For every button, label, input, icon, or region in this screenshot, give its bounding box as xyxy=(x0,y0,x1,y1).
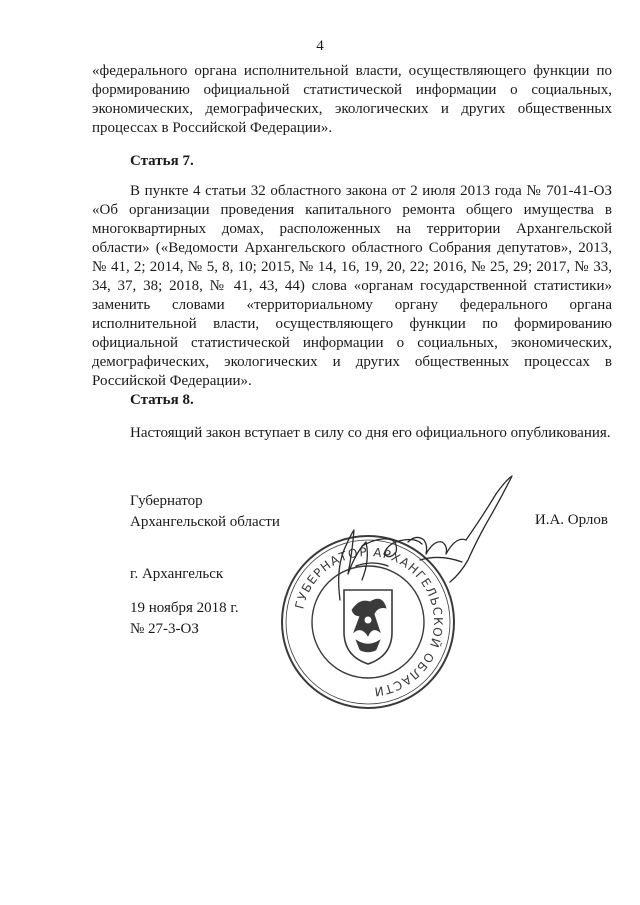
signer-position-line1: Губернатор xyxy=(130,493,203,509)
page-number: 4 xyxy=(316,38,324,54)
paragraph-continuation: «федерального органа исполнительной власти, осуществляющего функции по формированию официальной статистической информации о социальных, экономических, демографических, экологических и других общественных процессах в Российской Федерации». xyxy=(92,63,612,136)
date-block xyxy=(130,598,239,640)
signer-position-line2: Архангельской области xyxy=(130,514,280,530)
article-7-heading: Статья 7. xyxy=(130,153,194,169)
handwritten-signature xyxy=(300,470,530,610)
article-8-text: Настоящий закон вступает в силу со дня его официального опубликования. xyxy=(130,425,611,441)
signing-date: 19 ноября 2018 г. xyxy=(130,600,239,616)
signer-position xyxy=(130,491,280,533)
article-8-heading: Статья 8. xyxy=(130,392,194,408)
signer-name: И.А. Орлов xyxy=(534,512,608,528)
article-7-text: В пункте 4 статьи 32 областного закона от 2 июля 2013 года № 701-41-ОЗ «Об организации проведения капитального ремонта общего имущества в многоквартирных домах, расположенных на территории Архангельской области» («Ведомости Архангельского областного Собрания депутатов», 2013, № 41, 2; 2014, № 5, 8, 10; 2015, № 14, 16, 19, 20, 22; 2016, № 25, 29; 2017, № 33, 34, 37, 38; 2018, № 41, 43, 44) слова «органам государственной статистики» заменить словами «территориальному органу федерального органа исполнительной власти, осуществляющего функции по формированию официальной статистической информации о социальных, экономических, демографических, экологических и других общественных процессах в Российской Федерации». xyxy=(92,183,612,389)
seal-text: ГУБЕРНАТОР АРХАНГЕЛЬСКОЙ ОБЛАСТИ xyxy=(292,544,446,699)
signing-place: г. Архангельск xyxy=(130,566,224,582)
law-number: № 27-3-ОЗ xyxy=(130,621,199,637)
